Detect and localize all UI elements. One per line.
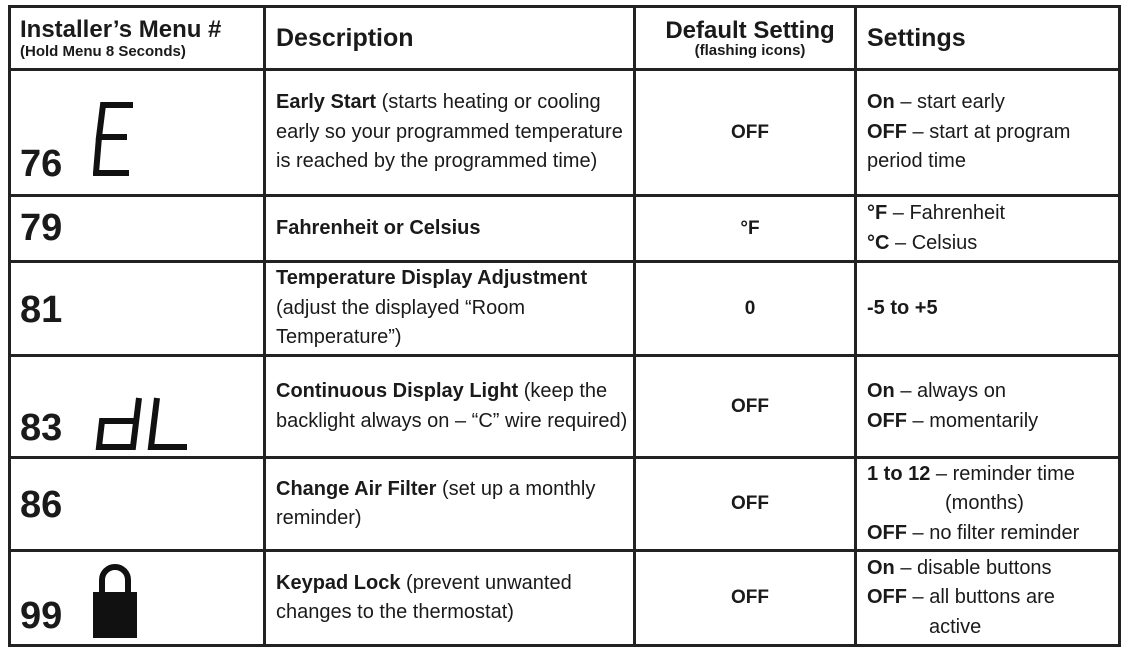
setting-key: OFF <box>867 409 907 432</box>
setting-key: OFF <box>867 586 907 609</box>
setting-line <box>867 554 1118 584</box>
settings-cell <box>856 551 1120 646</box>
description-title: Fahrenheit or Celsius <box>276 216 481 239</box>
installer-menu-table <box>8 5 1121 647</box>
settings-cell <box>856 356 1120 458</box>
setting-text: (months) <box>945 492 1024 515</box>
header-settings-label: Settings <box>867 24 966 52</box>
settings-cell <box>856 458 1120 551</box>
setting-text: – Fahrenheit <box>887 202 1006 224</box>
setting-line <box>867 377 1118 407</box>
setting-line <box>867 613 1118 643</box>
table-row <box>10 196 1120 262</box>
setting-key: On <box>867 380 895 402</box>
table-row <box>10 551 1120 646</box>
description-title: Early Start <box>276 91 377 114</box>
description-text: (prevent unwanted changes to the thermostat) <box>276 571 572 623</box>
setting-text: – start at program period time <box>867 120 1071 173</box>
padlock-icon <box>89 562 141 640</box>
description-cell <box>265 356 635 458</box>
description-title: Change Air Filter <box>276 477 437 500</box>
default-setting: OFF <box>635 356 856 458</box>
header-row <box>10 7 1120 70</box>
default-setting: 0 <box>635 262 856 356</box>
menu-code: 86 <box>20 484 63 526</box>
description-text: (adjust the displayed “Room Temperature”) <box>276 296 526 349</box>
description-cell <box>265 70 635 196</box>
table-row <box>10 356 1120 458</box>
setting-text: – start early <box>894 91 1005 114</box>
setting-text: – Celsius <box>889 231 978 254</box>
setting-key: OFF <box>867 120 907 143</box>
menu-number-cell <box>10 196 265 262</box>
menu-code: 81 <box>20 289 63 331</box>
menu-code: 79 <box>20 207 63 249</box>
setting-line <box>867 199 1118 229</box>
header-menu-subtitle: (Hold Menu 8 Seconds) <box>20 42 186 60</box>
header-default-title: Default Setting <box>665 16 835 44</box>
description-cell <box>265 196 635 262</box>
menu-number-cell <box>10 70 265 196</box>
description-cell <box>265 262 635 356</box>
header-default-subtitle: (flashing icons) <box>694 41 806 59</box>
header-description-label: Description <box>276 24 414 52</box>
header-menu-number <box>10 7 265 70</box>
segment-e-icon <box>93 101 137 177</box>
setting-text: – always on <box>894 380 1006 402</box>
menu-number-cell <box>10 551 265 646</box>
menu-number-cell <box>10 262 265 356</box>
description-cell <box>265 458 635 551</box>
menu-code: 99 <box>20 595 63 637</box>
setting-line <box>867 294 1118 324</box>
settings-cell <box>856 196 1120 262</box>
setting-line <box>867 460 1118 490</box>
menu-number-cell <box>10 356 265 458</box>
menu-code: 83 <box>20 407 63 449</box>
setting-line <box>867 407 1118 437</box>
setting-text: active <box>929 615 982 638</box>
description-title: Keypad Lock <box>276 571 401 594</box>
setting-line <box>867 489 1118 519</box>
setting-text: – momentarily <box>907 409 1039 432</box>
setting-line <box>867 118 1118 177</box>
segment-dl-icon <box>93 395 193 451</box>
header-default-setting <box>635 7 856 70</box>
menu-number-cell <box>10 458 265 551</box>
setting-line <box>867 519 1118 549</box>
setting-key: On <box>867 556 895 579</box>
settings-cell <box>856 70 1120 196</box>
setting-key: 1 to 12 <box>867 462 931 485</box>
default-setting: °F <box>635 196 856 262</box>
setting-text: – disable buttons <box>894 556 1052 579</box>
setting-key: -5 to +5 <box>867 296 938 319</box>
header-menu-title: Installer’s Menu # <box>20 15 222 43</box>
setting-text: – reminder time <box>930 462 1075 485</box>
default-setting: OFF <box>635 551 856 646</box>
setting-line <box>867 583 1118 613</box>
description-title: Temperature Display Adjustment <box>276 267 588 290</box>
menu-code: 76 <box>20 143 63 185</box>
description-text: (keep the backlight always on – “C” wire required) <box>276 380 628 432</box>
default-setting: OFF <box>635 70 856 196</box>
table-row <box>10 70 1120 196</box>
setting-key: °F <box>867 202 888 224</box>
description-cell <box>265 551 635 646</box>
description-title: Continuous Display Light <box>276 380 519 402</box>
table-row <box>10 262 1120 356</box>
header-description <box>265 7 635 70</box>
description-text: (set up a monthly reminder) <box>276 477 596 529</box>
settings-cell <box>856 262 1120 356</box>
default-setting: OFF <box>635 458 856 551</box>
table-row <box>10 458 1120 551</box>
setting-line <box>867 88 1118 118</box>
setting-key: OFF <box>867 521 907 544</box>
setting-key: °C <box>867 231 890 254</box>
setting-text: – all buttons are <box>907 586 1055 609</box>
setting-line <box>867 229 1118 259</box>
setting-text: – no filter reminder <box>907 521 1080 544</box>
setting-key: On <box>867 91 895 114</box>
header-settings <box>856 7 1120 70</box>
description-text: (starts heating or cooling early so your programmed temperature is reached by the programmed time) <box>276 91 623 173</box>
